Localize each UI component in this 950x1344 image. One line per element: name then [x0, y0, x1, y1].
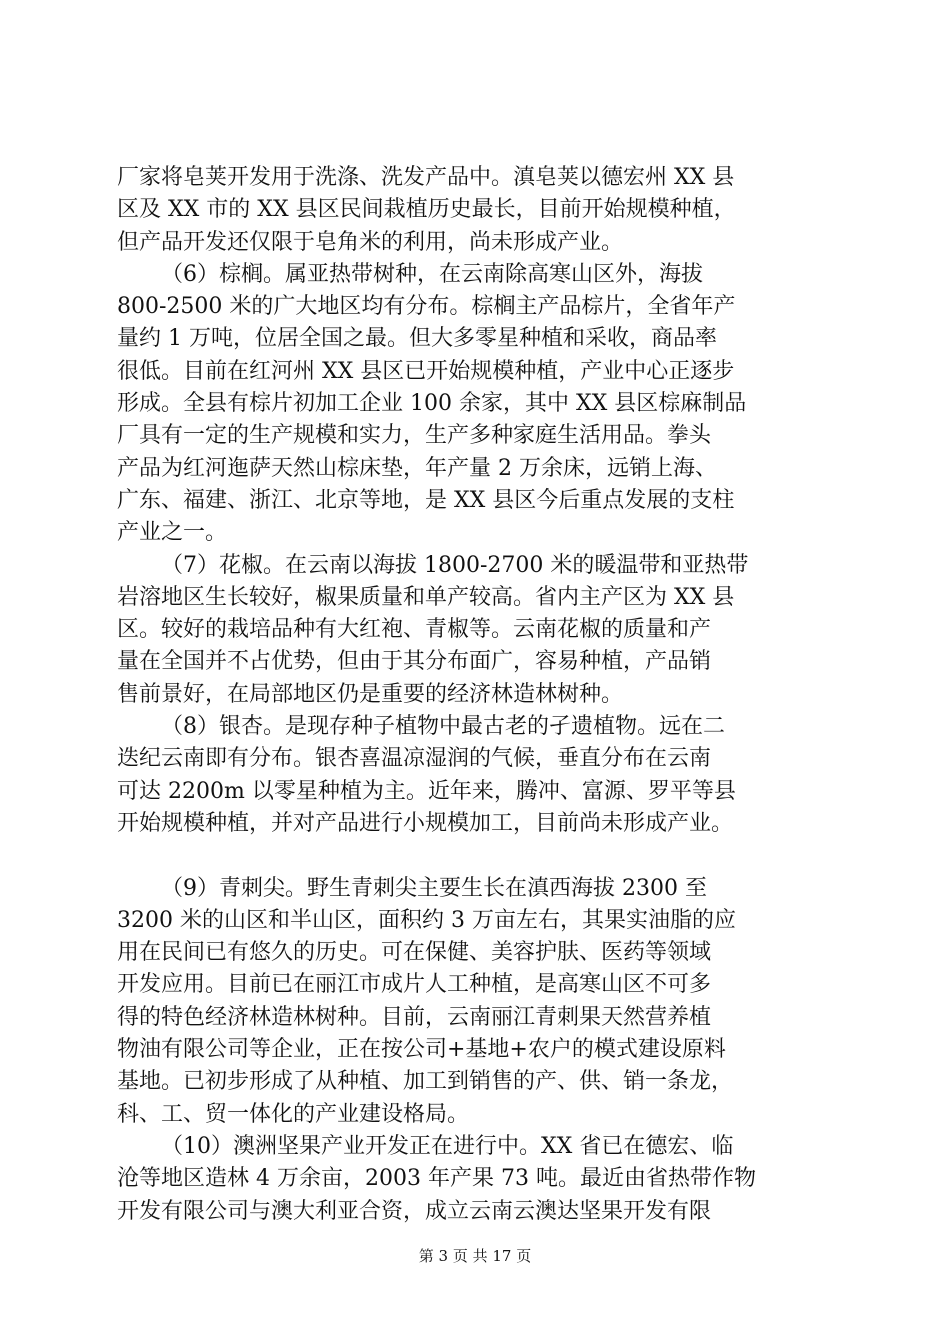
text-line: 开发有限公司与澳大利亚合资，成立云南云澳达坚果开发有限: [117, 1198, 712, 1224]
text-line: 产品为红河迤萨天然山棕床垫，年产量 2 万余床，远销上海、: [117, 455, 717, 481]
text-line: 区。较好的栽培品种有大红袍、青椒等。云南花椒的质量和产: [117, 617, 712, 643]
paragraph-start-line: （7）花椒。在云南以海拔 1800-2700 米的暖温带和亚热带: [161, 552, 749, 578]
text-line: 售前景好，在局部地区仍是重要的经济林造林树种。: [117, 681, 624, 707]
text-line: 岩溶地区生长较好，椒果质量和单产较高。省内主产区为 XX 县: [117, 584, 735, 610]
text-line: 形成。全县有棕片初加工企业 100 余家，其中 XX 县区棕麻制品: [117, 391, 747, 417]
text-line: 得的特色经济林造林树种。目前，云南丽江青刺果天然营养植: [117, 1004, 712, 1030]
text-line: 迭纪云南即有分布。银杏喜温凉湿润的气候，垂直分布在云南: [117, 746, 712, 772]
paragraph-start-line: （10）澳洲坚果产业开发正在进行中。XX 省已在德宏、临: [161, 1133, 734, 1159]
text-line: 厂具有一定的生产规模和实力，生产多种家庭生活用品。拳头: [117, 423, 712, 449]
text-line: 量约 1 万吨，位居全国之最。但大多零星种植和采收，商品率: [117, 326, 717, 352]
text-line: 物油有限公司等企业，正在按公司+基地+农户的模式建设原料: [117, 1037, 726, 1063]
text-line: 广东、福建、浙江、北京等地，是 XX 县区今后重点发展的支柱: [117, 487, 735, 513]
text-line: 很低。目前在红河州 XX 县区已开始规模种植，产业中心正逐步: [117, 358, 735, 384]
text-line: 量在全国并不占优势，但由于其分布面广，容易种植，产品销: [117, 649, 712, 675]
text-line: 可达 2200m 以零星种植为主。近年来，腾冲、富源、罗平等县: [117, 778, 736, 804]
paragraph-gap: [117, 840, 833, 872]
text-line: 开发应用。目前已在丽江市成片人工种植，是高寒山区不可多: [117, 972, 712, 998]
paragraph-start-line: （9）青刺尖。野生青刺尖主要生长在滇西海拔 2300 至: [161, 875, 707, 901]
text-line: 800-2500 米的广大地区均有分布。棕榈主产品棕片，全省年产: [117, 294, 736, 320]
text-line: 3200 米的山区和半山区，面积约 3 万亩左右，其果实油脂的应: [117, 907, 736, 933]
text-line: 但产品开发还仅限于皂角米的利用，尚未形成产业。: [117, 229, 624, 255]
text-line: 沧等地区造林 4 万余亩，2003 年产果 73 吨。最近由省热带作物: [117, 1166, 756, 1192]
paragraph-start-line: （8）银杏。是现存种子植物中最古老的孑遗植物。远在二: [161, 714, 725, 740]
text-line: 用在民间已有悠久的历史。可在保健、美容护肤、医药等领域: [117, 940, 712, 966]
text-line: 开始规模种植，并对产品进行小规模加工，目前尚未形成产业。: [117, 810, 734, 836]
text-line: 科、工、贸一体化的产业建设格局。: [117, 1101, 470, 1127]
paragraph-start-line: （6）棕榈。属亚热带树种，在云南除高寒山区外，海拔: [161, 261, 703, 287]
text-line: 厂家将皂荚开发用于洗涤、洗发产品中。滇皂荚以德宏州 XX 县: [117, 165, 735, 190]
text-line: 产业之一。: [117, 520, 228, 546]
text-line: 基地。已初步形成了从种植、加工到销售的产、供、销一条龙，: [117, 1069, 734, 1095]
page-number-footer: 第 3 页 共 17 页: [418, 1247, 532, 1265]
text-line: 区及 XX 市的 XX 县区民间栽植历史最长，目前开始规模种植，: [117, 197, 736, 223]
document-body: [117, 162, 833, 1228]
